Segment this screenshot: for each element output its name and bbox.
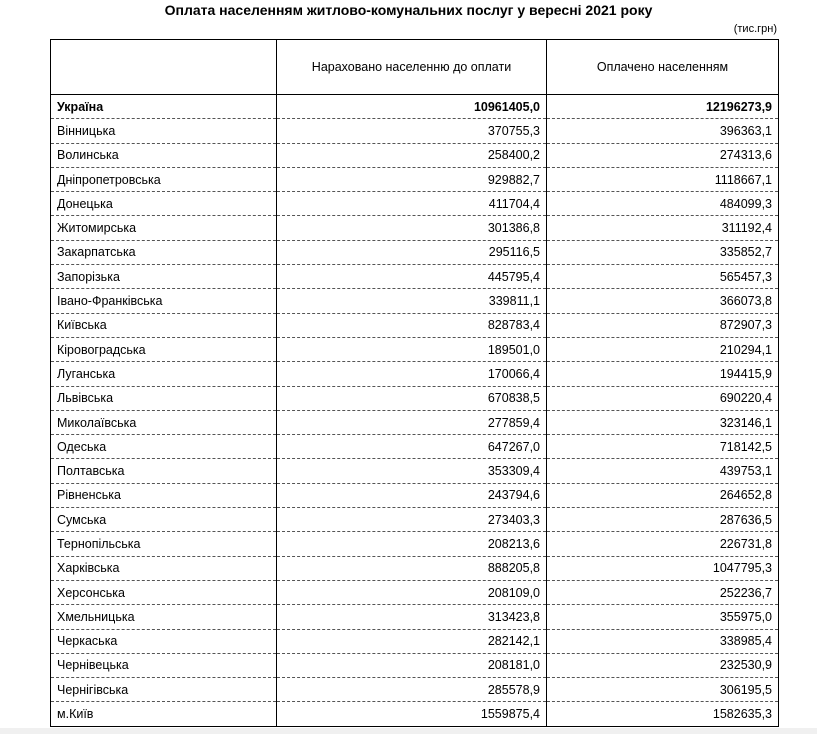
region-name-cell: Чернігівська (51, 678, 277, 702)
region-name-cell: Вінницька (51, 119, 277, 143)
accrued-value-cell: 828783,4 (277, 313, 547, 337)
table-row (51, 556, 779, 580)
accrued-value-cell: 282142,1 (277, 629, 547, 653)
accrued-value-cell: 277859,4 (277, 410, 547, 434)
table-row (51, 362, 779, 386)
table-row (51, 605, 779, 629)
paid-value-cell: 1047795,3 (547, 556, 779, 580)
accrued-value-cell: 370755,3 (277, 119, 547, 143)
region-name-cell: Закарпатська (51, 240, 277, 264)
table-row (51, 265, 779, 289)
paid-value-cell: 232530,9 (547, 653, 779, 677)
table-row (51, 410, 779, 434)
accrued-value-cell: 313423,8 (277, 605, 547, 629)
accrued-value-cell: 670838,5 (277, 386, 547, 410)
accrued-value-cell: 243794,6 (277, 483, 547, 507)
bottom-strip (0, 728, 817, 734)
paid-value-cell: 1118667,1 (547, 167, 779, 191)
accrued-value-cell: 208181,0 (277, 653, 547, 677)
paid-value-cell: 323146,1 (547, 410, 779, 434)
table-row (51, 313, 779, 337)
paid-value-cell: 338985,4 (547, 629, 779, 653)
column-header-paid: Оплачено населенням (547, 40, 779, 95)
region-name-cell: Київська (51, 313, 277, 337)
paid-value-cell: 264652,8 (547, 483, 779, 507)
table-row (51, 629, 779, 653)
header-row (51, 40, 779, 95)
table-row (51, 289, 779, 313)
accrued-value-cell: 10961405,0 (277, 95, 547, 119)
paid-value-cell: 335852,7 (547, 240, 779, 264)
paid-value-cell: 12196273,9 (547, 95, 779, 119)
accrued-value-cell: 273403,3 (277, 508, 547, 532)
accrued-value-cell: 647267,0 (277, 435, 547, 459)
table-row (51, 240, 779, 264)
accrued-value-cell: 208213,6 (277, 532, 547, 556)
accrued-value-cell: 445795,4 (277, 265, 547, 289)
table-row (51, 435, 779, 459)
column-header-region (51, 40, 277, 95)
accrued-value-cell: 208109,0 (277, 580, 547, 604)
unit-label: (тис.грн) (733, 23, 777, 35)
table-row (51, 119, 779, 143)
table-row (51, 143, 779, 167)
table-row (51, 532, 779, 556)
region-name-cell: Львівська (51, 386, 277, 410)
region-name-cell: Волинська (51, 143, 277, 167)
region-name-cell: Миколаївська (51, 410, 277, 434)
accrued-value-cell: 170066,4 (277, 362, 547, 386)
region-name-cell: Чернівецька (51, 653, 277, 677)
region-name-cell: Хмельницька (51, 605, 277, 629)
table-row (51, 192, 779, 216)
accrued-value-cell: 339811,1 (277, 289, 547, 313)
table-body (51, 95, 779, 727)
region-name-cell: Рівненська (51, 483, 277, 507)
table-row (51, 386, 779, 410)
accrued-value-cell: 258400,2 (277, 143, 547, 167)
region-name-cell: Сумська (51, 508, 277, 532)
table-row (51, 337, 779, 361)
region-name-cell: Полтавська (51, 459, 277, 483)
accrued-value-cell: 285578,9 (277, 678, 547, 702)
paid-value-cell: 311192,4 (547, 216, 779, 240)
table-row-total (51, 95, 779, 119)
region-name-cell: Житомирська (51, 216, 277, 240)
region-name-cell: Черкаська (51, 629, 277, 653)
paid-value-cell: 690220,4 (547, 386, 779, 410)
paid-value-cell: 210294,1 (547, 337, 779, 361)
page-title: Оплата населенням житлово-комунальних послуг у вересні 2021 року (164, 2, 653, 18)
region-name-cell: м.Київ (51, 702, 277, 726)
region-name-cell: Україна (51, 95, 277, 119)
paid-value-cell: 274313,6 (547, 143, 779, 167)
region-name-cell: Луганська (51, 362, 277, 386)
paid-value-cell: 565457,3 (547, 265, 779, 289)
region-name-cell: Дніпропетровська (51, 167, 277, 191)
table-row (51, 702, 779, 726)
table-row (51, 580, 779, 604)
paid-value-cell: 872907,3 (547, 313, 779, 337)
paid-value-cell: 718142,5 (547, 435, 779, 459)
region-name-cell: Одеська (51, 435, 277, 459)
accrued-value-cell: 189501,0 (277, 337, 547, 361)
accrued-value-cell: 295116,5 (277, 240, 547, 264)
region-name-cell: Тернопільська (51, 532, 277, 556)
accrued-value-cell: 411704,4 (277, 192, 547, 216)
region-name-cell: Івано-Франківська (51, 289, 277, 313)
accrued-value-cell: 929882,7 (277, 167, 547, 191)
paid-value-cell: 194415,9 (547, 362, 779, 386)
paid-value-cell: 439753,1 (547, 459, 779, 483)
paid-value-cell: 355975,0 (547, 605, 779, 629)
accrued-value-cell: 353309,4 (277, 459, 547, 483)
table-row (51, 653, 779, 677)
table-row (51, 216, 779, 240)
column-header-accrued: Нараховано населенню до оплати (277, 40, 547, 95)
paid-value-cell: 252236,7 (547, 580, 779, 604)
accrued-value-cell: 1559875,4 (277, 702, 547, 726)
table-row (51, 167, 779, 191)
paid-value-cell: 396363,1 (547, 119, 779, 143)
region-name-cell: Херсонська (51, 580, 277, 604)
table-row (51, 678, 779, 702)
paid-value-cell: 366073,8 (547, 289, 779, 313)
region-name-cell: Харківська (51, 556, 277, 580)
table-row (51, 508, 779, 532)
data-table (50, 39, 779, 727)
paid-value-cell: 226731,8 (547, 532, 779, 556)
paid-value-cell: 306195,5 (547, 678, 779, 702)
table-row (51, 459, 779, 483)
paid-value-cell: 287636,5 (547, 508, 779, 532)
paid-value-cell: 484099,3 (547, 192, 779, 216)
region-name-cell: Запорізька (51, 265, 277, 289)
paid-value-cell: 1582635,3 (547, 702, 779, 726)
accrued-value-cell: 301386,8 (277, 216, 547, 240)
table-row (51, 483, 779, 507)
accrued-value-cell: 888205,8 (277, 556, 547, 580)
region-name-cell: Кіровоградська (51, 337, 277, 361)
region-name-cell: Донецька (51, 192, 277, 216)
